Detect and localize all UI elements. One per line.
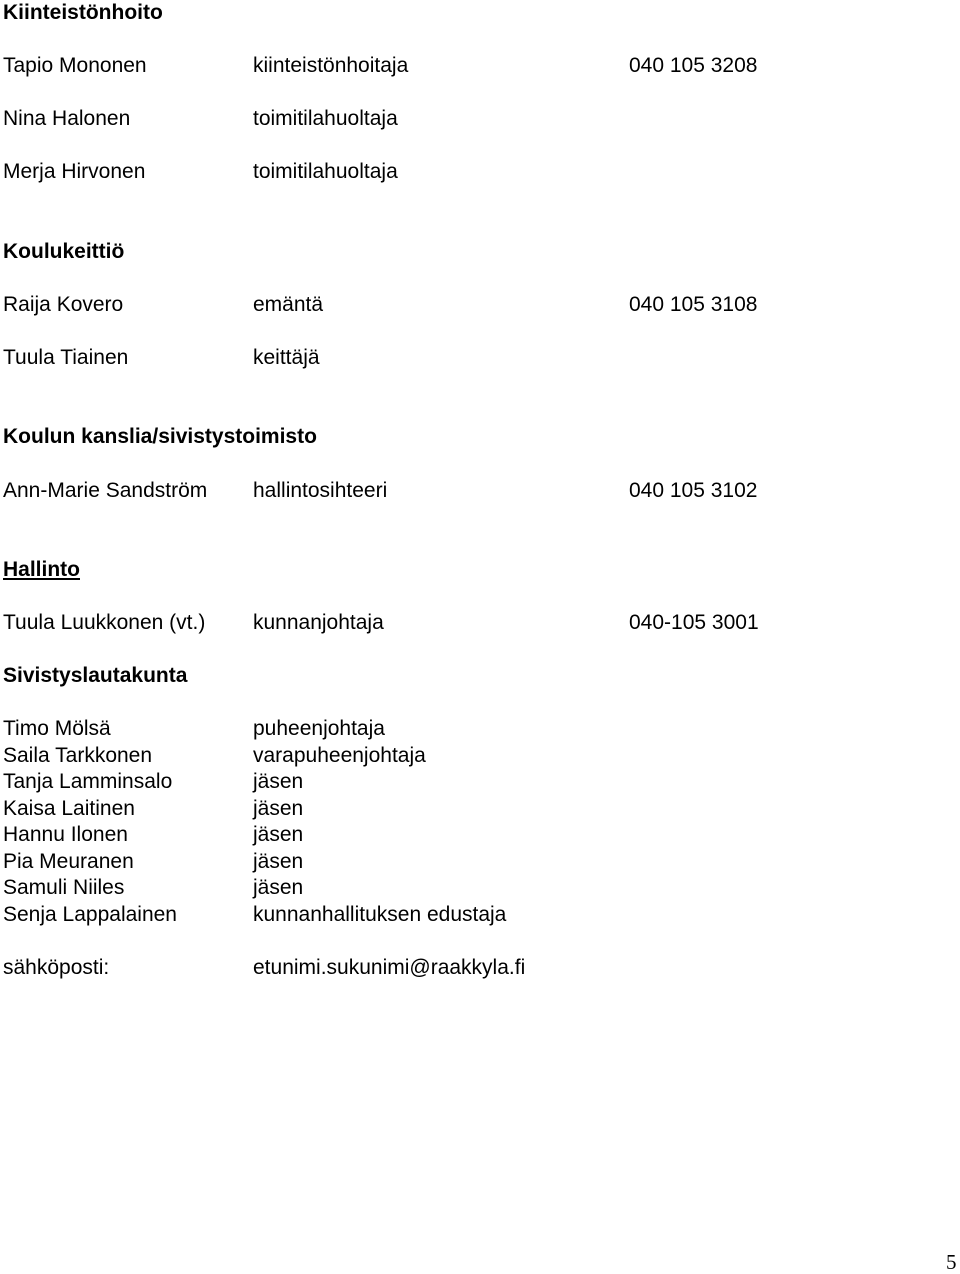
email-format: etunimi.sukunimi@raakkyla.fi bbox=[253, 956, 526, 979]
member-name: Kaisa Laitinen bbox=[3, 797, 135, 820]
staff-name: Ann-Marie Sandström bbox=[3, 479, 208, 502]
staff-phone: 040 105 3102 bbox=[629, 479, 758, 502]
staff-name: Tapio Mononen bbox=[3, 54, 147, 77]
member-name: Hannu Ilonen bbox=[3, 823, 128, 846]
member-role: jäsen bbox=[253, 850, 304, 873]
page-number: 5 bbox=[946, 1250, 957, 1274]
staff-title: keittäjä bbox=[253, 346, 320, 369]
section-heading-sivistyslautakunta: Sivistyslautakunta bbox=[3, 664, 188, 687]
member-role: jäsen bbox=[253, 876, 304, 899]
staff-name: Raija Kovero bbox=[3, 293, 124, 316]
staff-title: toimitilahuoltaja bbox=[253, 107, 398, 130]
staff-title: emäntä bbox=[253, 293, 324, 316]
staff-name: Tuula Luukkonen (vt.) bbox=[3, 611, 206, 634]
staff-phone: 040 105 3108 bbox=[629, 293, 758, 316]
member-role: varapuheenjohtaja bbox=[253, 744, 426, 767]
member-role: jäsen bbox=[253, 823, 304, 846]
staff-name: Merja Hirvonen bbox=[3, 160, 146, 183]
staff-phone: 040 105 3208 bbox=[629, 54, 758, 77]
staff-name: Nina Halonen bbox=[3, 107, 131, 130]
member-name: Tanja Lamminsalo bbox=[3, 770, 173, 793]
section-heading-kanslia: Koulun kanslia/sivistystoimisto bbox=[3, 425, 317, 448]
section-heading-hallinto: Hallinto bbox=[3, 558, 80, 581]
email-label: sähköposti: bbox=[3, 956, 110, 979]
member-role: kunnanhallituksen edustaja bbox=[253, 903, 507, 926]
staff-name: Tuula Tiainen bbox=[3, 346, 129, 369]
staff-title: kunnanjohtaja bbox=[253, 611, 384, 634]
member-role: jäsen bbox=[253, 770, 304, 793]
section-heading-koulukeittio: Koulukeittiö bbox=[3, 240, 125, 263]
member-name: Pia Meuranen bbox=[3, 850, 134, 873]
staff-phone: 040-105 3001 bbox=[629, 611, 759, 634]
member-name: Senja Lappalainen bbox=[3, 903, 177, 926]
member-role: jäsen bbox=[253, 797, 304, 820]
member-role: puheenjohtaja bbox=[253, 717, 385, 740]
staff-title: hallintosihteeri bbox=[253, 479, 388, 502]
section-heading-kiinteistonhoito: Kiinteistönhoito bbox=[3, 1, 163, 24]
member-name: Saila Tarkkonen bbox=[3, 744, 153, 767]
staff-title: toimitilahuoltaja bbox=[253, 160, 398, 183]
member-name: Timo Mölsä bbox=[3, 717, 111, 740]
member-name: Samuli Niiles bbox=[3, 876, 125, 899]
staff-title: kiinteistönhoitaja bbox=[253, 54, 409, 77]
